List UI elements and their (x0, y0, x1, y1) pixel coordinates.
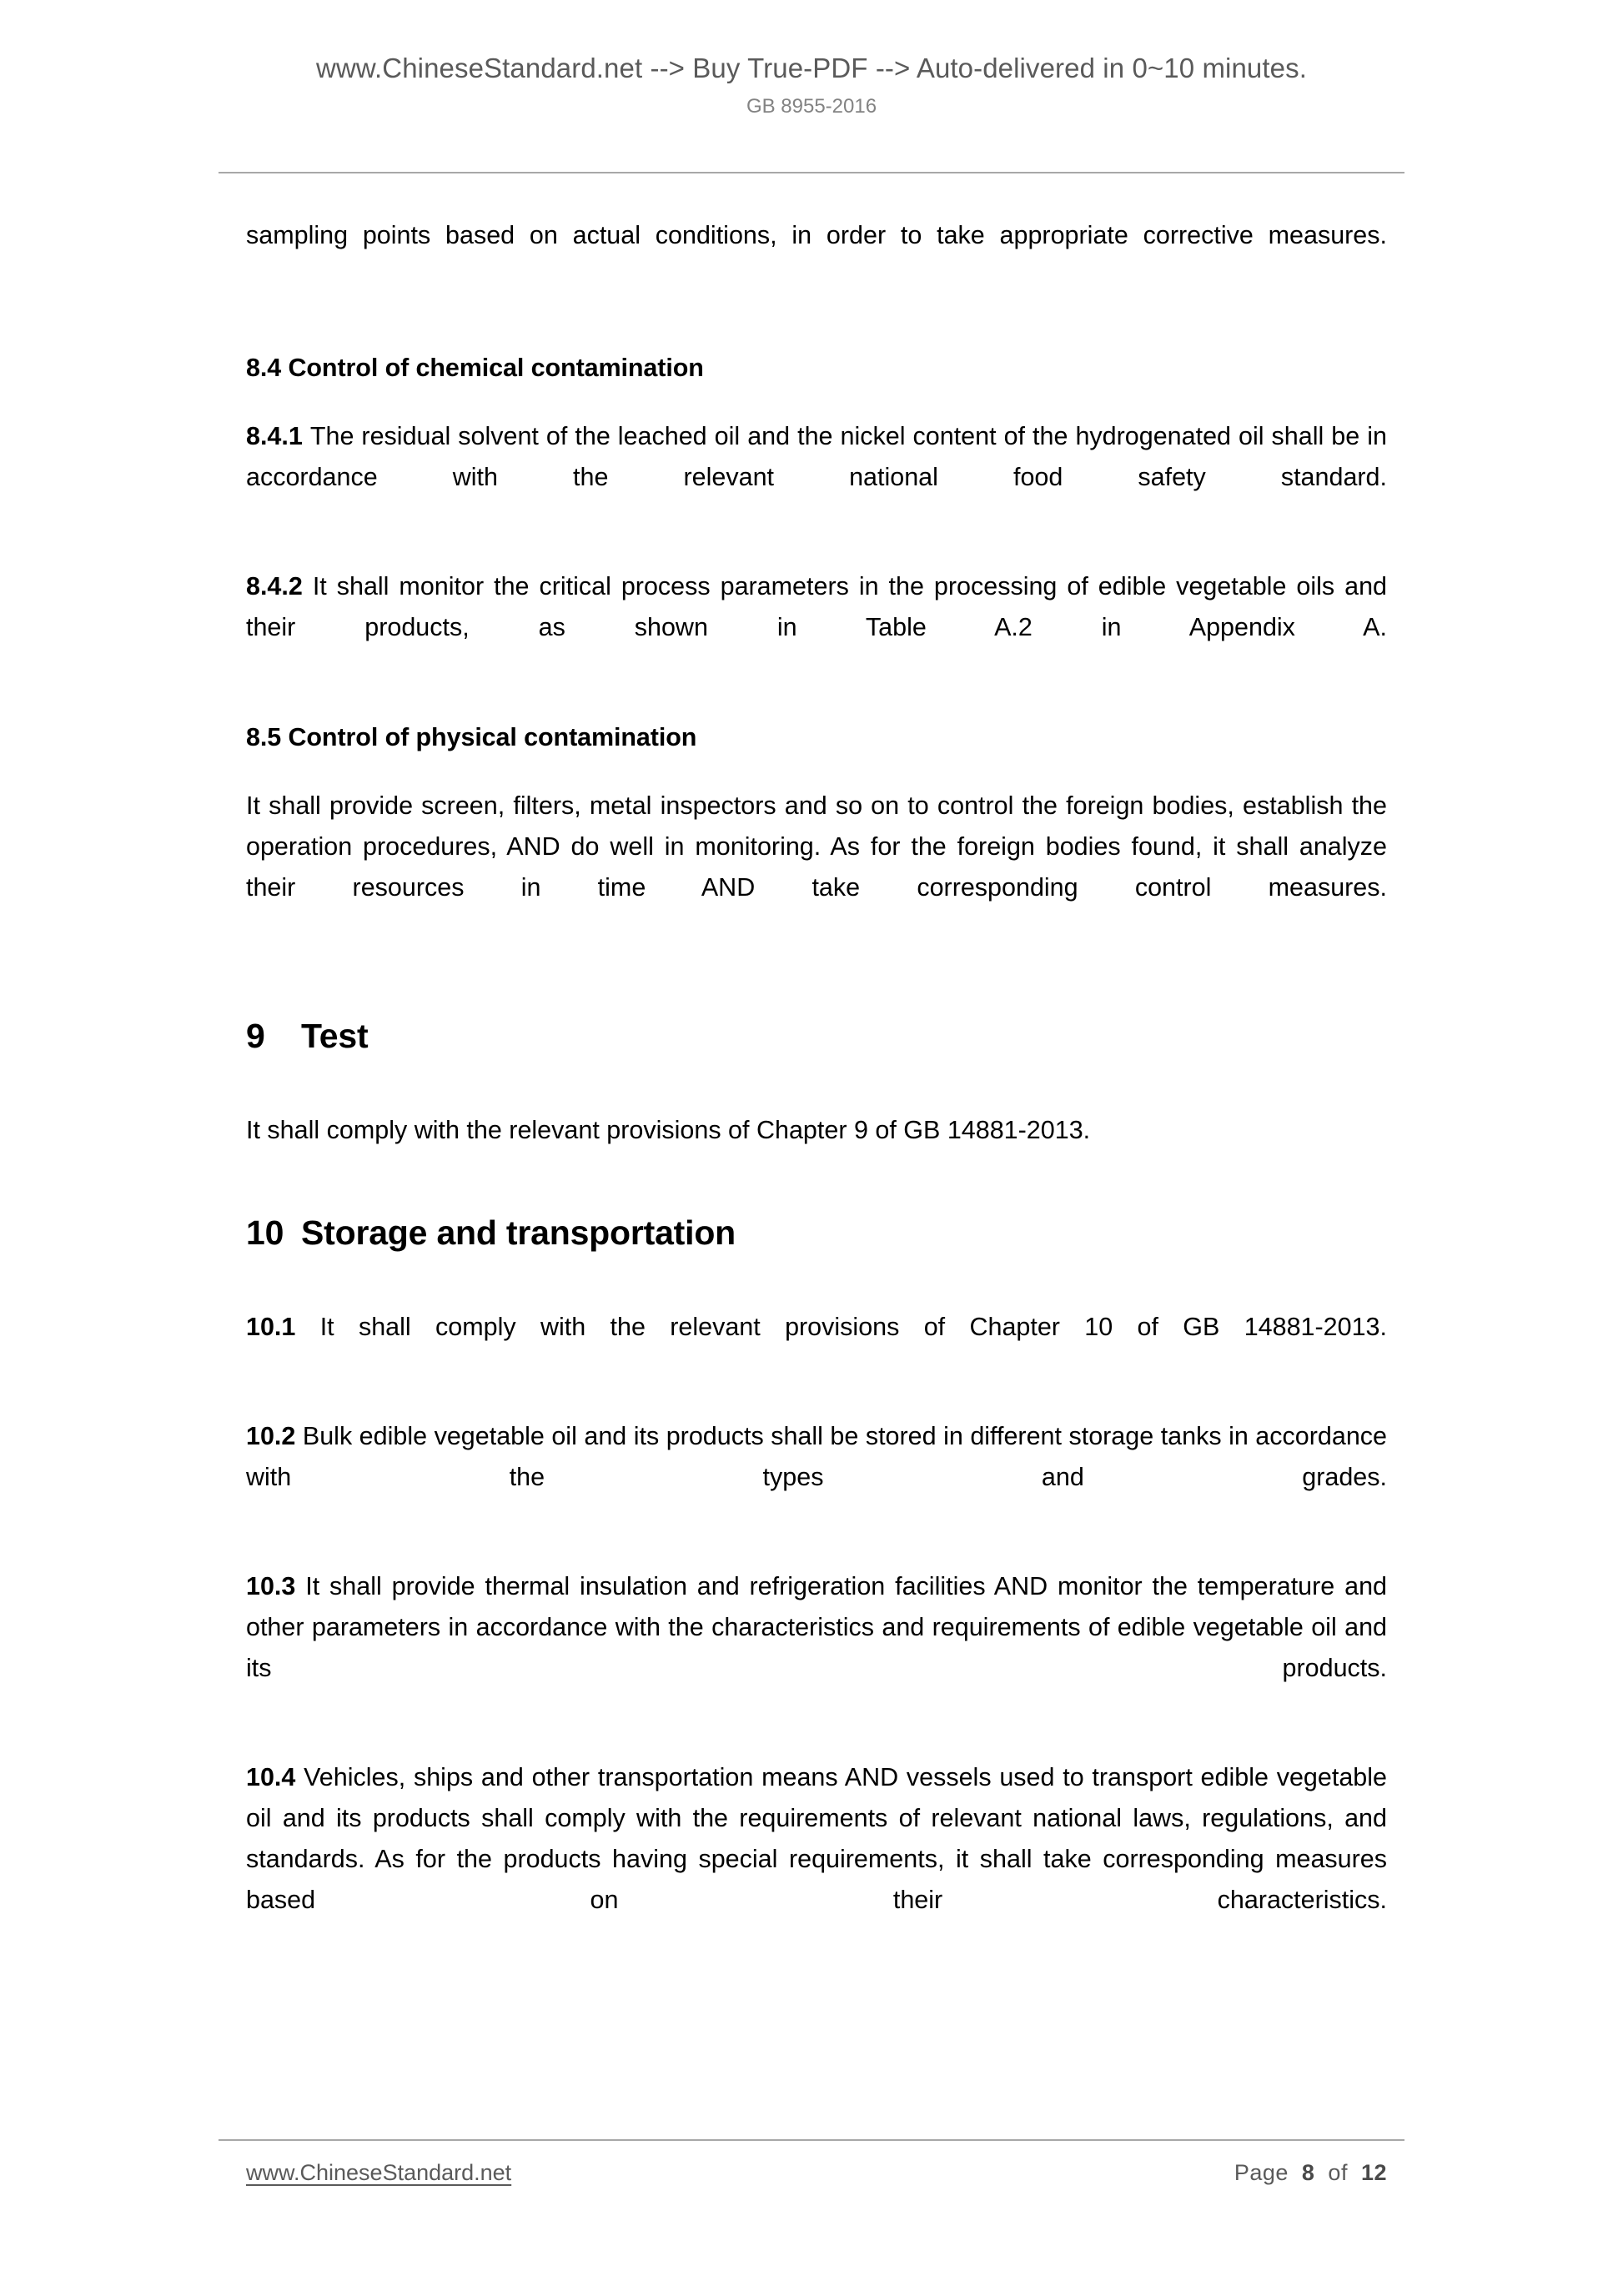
clause-number: 8.4.2 (246, 572, 313, 600)
document-body (246, 215, 1387, 1962)
footer-site-link[interactable]: www.ChineseStandard.net (246, 2160, 512, 2185)
chapter-title: Storage and transportation (301, 1213, 736, 1252)
heading-8-4: 8.4 Control of chemical contamination (246, 354, 704, 382)
chapter-title: Test (301, 1017, 369, 1055)
clause-10-3 (246, 1566, 1387, 1730)
intro-paragraph: sampling points based on actual conditions, in order to take appropriate corrective measures. (246, 221, 1387, 249)
header-promo-text: www.ChineseStandard.net --> Buy True-PDF --> Auto-delivered in 0~10 minutes. (316, 53, 1307, 83)
clause-text: It shall provide thermal insulation and refrigeration facilities AND monitor the temperature and other parameters in accordance with the characteristics and requirements of edible vegetable oil and its products. (246, 1572, 1387, 1682)
clause-8-4-2 (246, 566, 1387, 689)
clause-8-4-1 (246, 416, 1387, 539)
clause-text: The residual solvent of the leached oil and the nickel content of the hydrogenated oil shall be in accordance with the relevant national food safety standard. (246, 422, 1387, 491)
clause-10-2 (246, 1416, 1387, 1539)
footer-divider (219, 2139, 1404, 2141)
total-page-count: 12 (1360, 2160, 1387, 2185)
header-standard-code: GB 8955-2016 (746, 94, 877, 118)
page-label: Page (1234, 2160, 1302, 2185)
chapter-number: 10 (246, 1213, 284, 1252)
heading-8-5: 8.5 Control of physical contamination (246, 723, 697, 751)
clause-text: Bulk edible vegetable oil and its products shall be stored in different storage tanks in accordance with the types and grades. (246, 1422, 1387, 1491)
clause-number: 10.2 (246, 1422, 303, 1450)
page-footer (246, 2160, 1387, 2186)
page-header (0, 52, 1623, 118)
of-label: of (1328, 2160, 1361, 2185)
clause-number: 8.4.1 (246, 422, 310, 450)
current-page-number: 8 (1301, 2160, 1329, 2185)
clause-10-4 (246, 1757, 1387, 1962)
chapter-number: 9 (246, 1017, 265, 1055)
clause-10-1 (246, 1307, 1387, 1389)
clause-text: Vehicles, ships and other transportation means AND vessels used to transport edible vegetable oil and its products shall comply with the requirements of relevant national laws, regulations, and standards. As for the products having special requirements, it shall take corresponding measures based on their characteristics. (246, 1763, 1387, 1914)
page-indicator (1234, 2160, 1387, 2186)
paragraph-8-5: It shall provide screen, filters, metal inspectors and so on to control the foreign bodies, establish the operation procedures, AND do well in monitoring. As for the foreign bodies found, it shall analyze their resources in time AND take corresponding control measures. (246, 791, 1387, 902)
header-divider (219, 172, 1404, 173)
clause-text: It shall monitor the critical process parameters in the processing of edible vegetable oils and their products, as shown in Table A.2 in Appendix A. (246, 572, 1387, 641)
clause-text: It shall comply with the relevant provisions of Chapter 10 of GB 14881-2013. (319, 1313, 1387, 1341)
heading-chapter-9 (246, 1014, 1387, 1058)
heading-chapter-10 (246, 1211, 1387, 1254)
clause-number: 10.3 (246, 1572, 306, 1600)
paragraph-chapter-9: It shall comply with the relevant provisions of Chapter 9 of GB 14881-2013. (246, 1116, 1091, 1144)
clause-number: 10.1 (246, 1313, 320, 1341)
clause-number: 10.4 (246, 1763, 304, 1791)
